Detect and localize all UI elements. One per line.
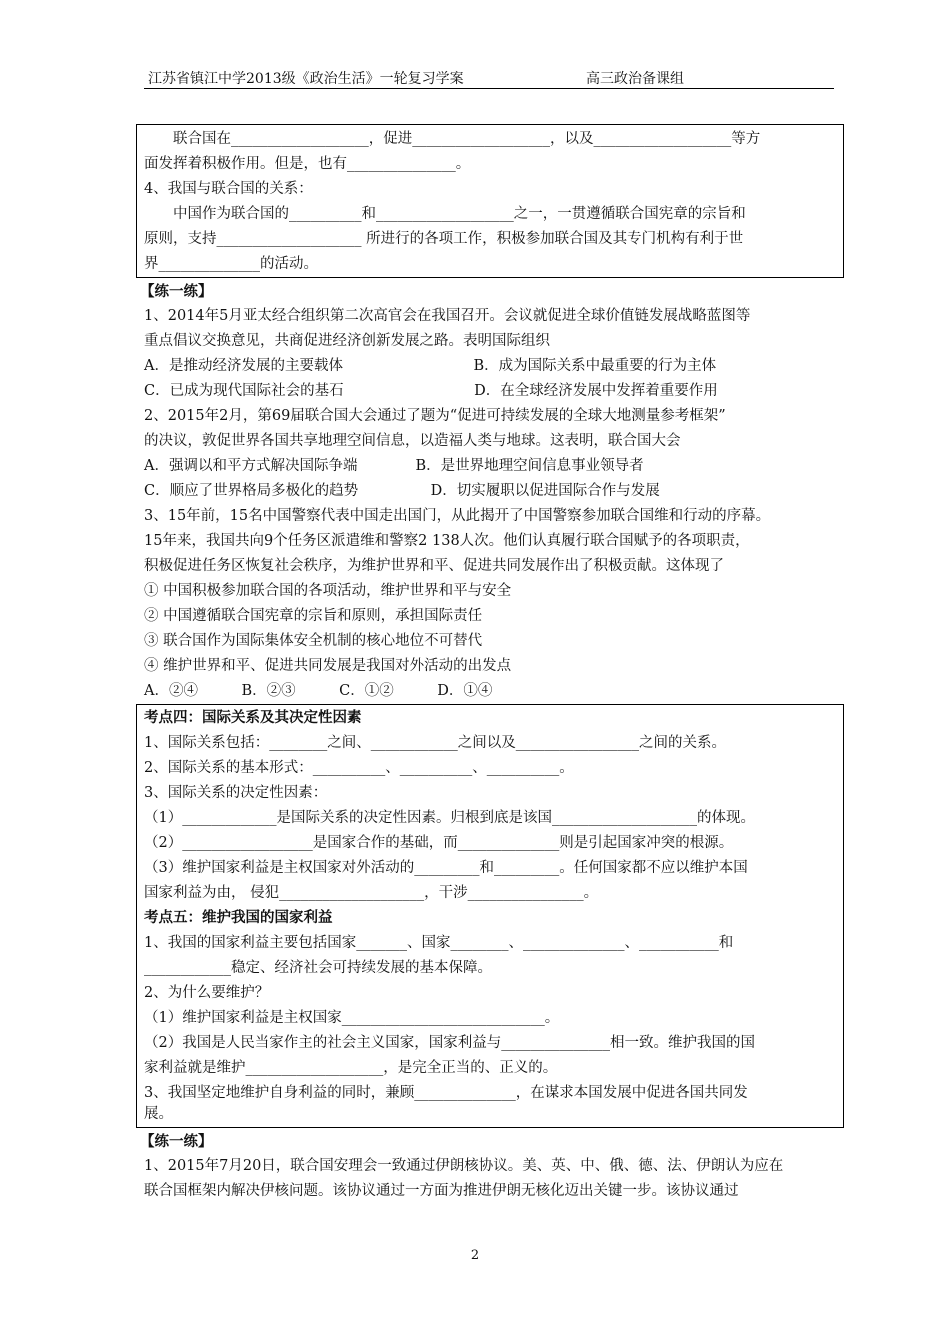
kd4-line: （1）_____________是国际关系的决定性因素。归根到底是该国____________________的体现。 [144, 810, 755, 826]
practice-line: 3、15年前，15名中国警察代表中国走出国门，从此揭开了中国警察参加联合国维和行动的序幕。 [144, 508, 771, 524]
kd5-line: （2）我国是人民当家作主的社会主义国家，国家利益与_______________相一致。维护我国的国 [144, 1035, 755, 1051]
kd4-line: 1、国际关系包括：________之间、____________之间以及_________________之间的关系。 [144, 735, 726, 751]
practice-line: 积极促进任务区恢复社会秩序，为维护世界和平、促进共同发展作出了积极贡献。这体现了 [144, 558, 724, 574]
practice-title: 【练一练】 [140, 283, 213, 300]
practice-line: A．②④ B．②③ C．①② D．①④ [144, 683, 493, 699]
header-group: 高三政治备课组 [586, 71, 684, 87]
practice-line: ② 中国遵循联合国宪章的宗旨和原则，承担国际责任 [144, 608, 483, 624]
header-title: 江苏省镇江中学2013级《政治生活》一轮复习学案 [148, 71, 464, 87]
box1-line: 原则，支持____________________ 所进行的各项工作，积极参加联合国及其专门机构有利于世 [144, 231, 744, 247]
practice-line: 重点倡议交换意见，共商促进经济创新发展之路。表明国际组织 [144, 333, 550, 349]
practice-line: C．顺应了世界格局多极化的趋势 D．切实履职以促进国际合作与发展 [144, 483, 660, 499]
kd4-line: 2、国际关系的基本形式：__________、__________、__________。 [144, 760, 574, 776]
practice2-line: 联合国框架内解决伊核问题。该协议通过一方面为推进伊朗无核化迈出关键一步。该协议通过 [144, 1183, 739, 1199]
kd4-line: （3）维护国家利益是主权国家对外活动的_________和_________。任何国家都不应以维护本国 [144, 860, 748, 876]
practice-line: A．强调以和平方式解决国际争端 B．是世界地理空间信息事业领导者 [144, 458, 644, 474]
box1-line: 中国作为联合国的__________和___________________之一，一贯遵循联合国宪章的宗旨和 [144, 206, 746, 222]
kd5-line: 2、为什么要维护？ [144, 985, 270, 1001]
practice-line: 15年来，我国共向9个任务区派遣维和警察2 138人次。他们认真履行联合国赋予的各项职责， [144, 533, 750, 549]
practice-line: 1、2014年5月亚太经合组织第二次高官会在我国召开。会议就促进全球价值链发展战略蓝图等 [144, 308, 751, 324]
kd5-line: 1、我国的国家利益主要包括国家_______、国家________、______________、___________和 [144, 935, 734, 951]
page-header [144, 66, 834, 89]
kd5-line: 家利益就是维护___________________，是完全正当的、正义的。 [144, 1060, 558, 1076]
kd5-line: 展。 [144, 1106, 173, 1122]
practice-line: ④ 维护世界和平、促进共同发展是我国对外活动的出发点 [144, 658, 512, 674]
kd5-title: 考点五：维护我国的国家利益 [144, 909, 333, 926]
practice-line: 2、2015年2月，第69届联合国大会通过了题为“促进可持续发展的全球大地测量参考框架” [144, 408, 726, 424]
practice-line: A．是推动经济发展的主要载体 B．成为国际关系中最重要的行为主体 [144, 358, 717, 374]
box1-line: 4、我国与联合国的关系： [144, 181, 313, 197]
practice-line: 的决议，敦促世界各国共享地理空间信息，以造福人类与地球。这表明，联合国大会 [144, 433, 681, 449]
practice-line: C．已成为现代国际社会的基石 D．在全球经济发展中发挥着重要作用 [144, 383, 718, 399]
kd4-line: 国家利益为由， 侵犯____________________，干涉________________。 [144, 885, 599, 901]
practice-line: ① 中国积极参加联合国的各项活动，维护世界和平与安全 [144, 583, 512, 599]
practice-line: ③ 联合国作为国际集体安全机制的核心地位不可替代 [144, 633, 483, 649]
kd4-line: 3、国际关系的决定性因素： [144, 785, 328, 801]
practice2-title: 【练一练】 [140, 1133, 213, 1150]
kd5-line: 3、我国坚定地维护自身利益的同时，兼顾______________，在谋求本国发展中促进各国共同发 [144, 1085, 748, 1101]
kd5-line: ____________稳定、经济社会可持续发展的基本保障。 [144, 960, 492, 976]
kd5-line: （1）维护国家利益是主权国家____________________________。 [144, 1010, 560, 1026]
practice2-line: 1、2015年7月20日，联合国安理会一致通过伊朗核协议。美、英、中、俄、德、法、伊朗认为应在 [144, 1158, 784, 1174]
kd4-line: （2）__________________是国家合作的基础，而______________则是引起国家冲突的根源。 [144, 835, 734, 851]
kd4-title: 考点四：国际关系及其决定性因素 [144, 709, 362, 726]
box1-line: 界______________的活动。 [144, 256, 318, 272]
box1-line: 面发挥着积极作用。但是，也有_______________。 [144, 156, 471, 172]
page-number: 2 [470, 1248, 480, 1263]
box1-line: 联合国在___________________，促进___________________，以及___________________等方 [144, 131, 761, 147]
